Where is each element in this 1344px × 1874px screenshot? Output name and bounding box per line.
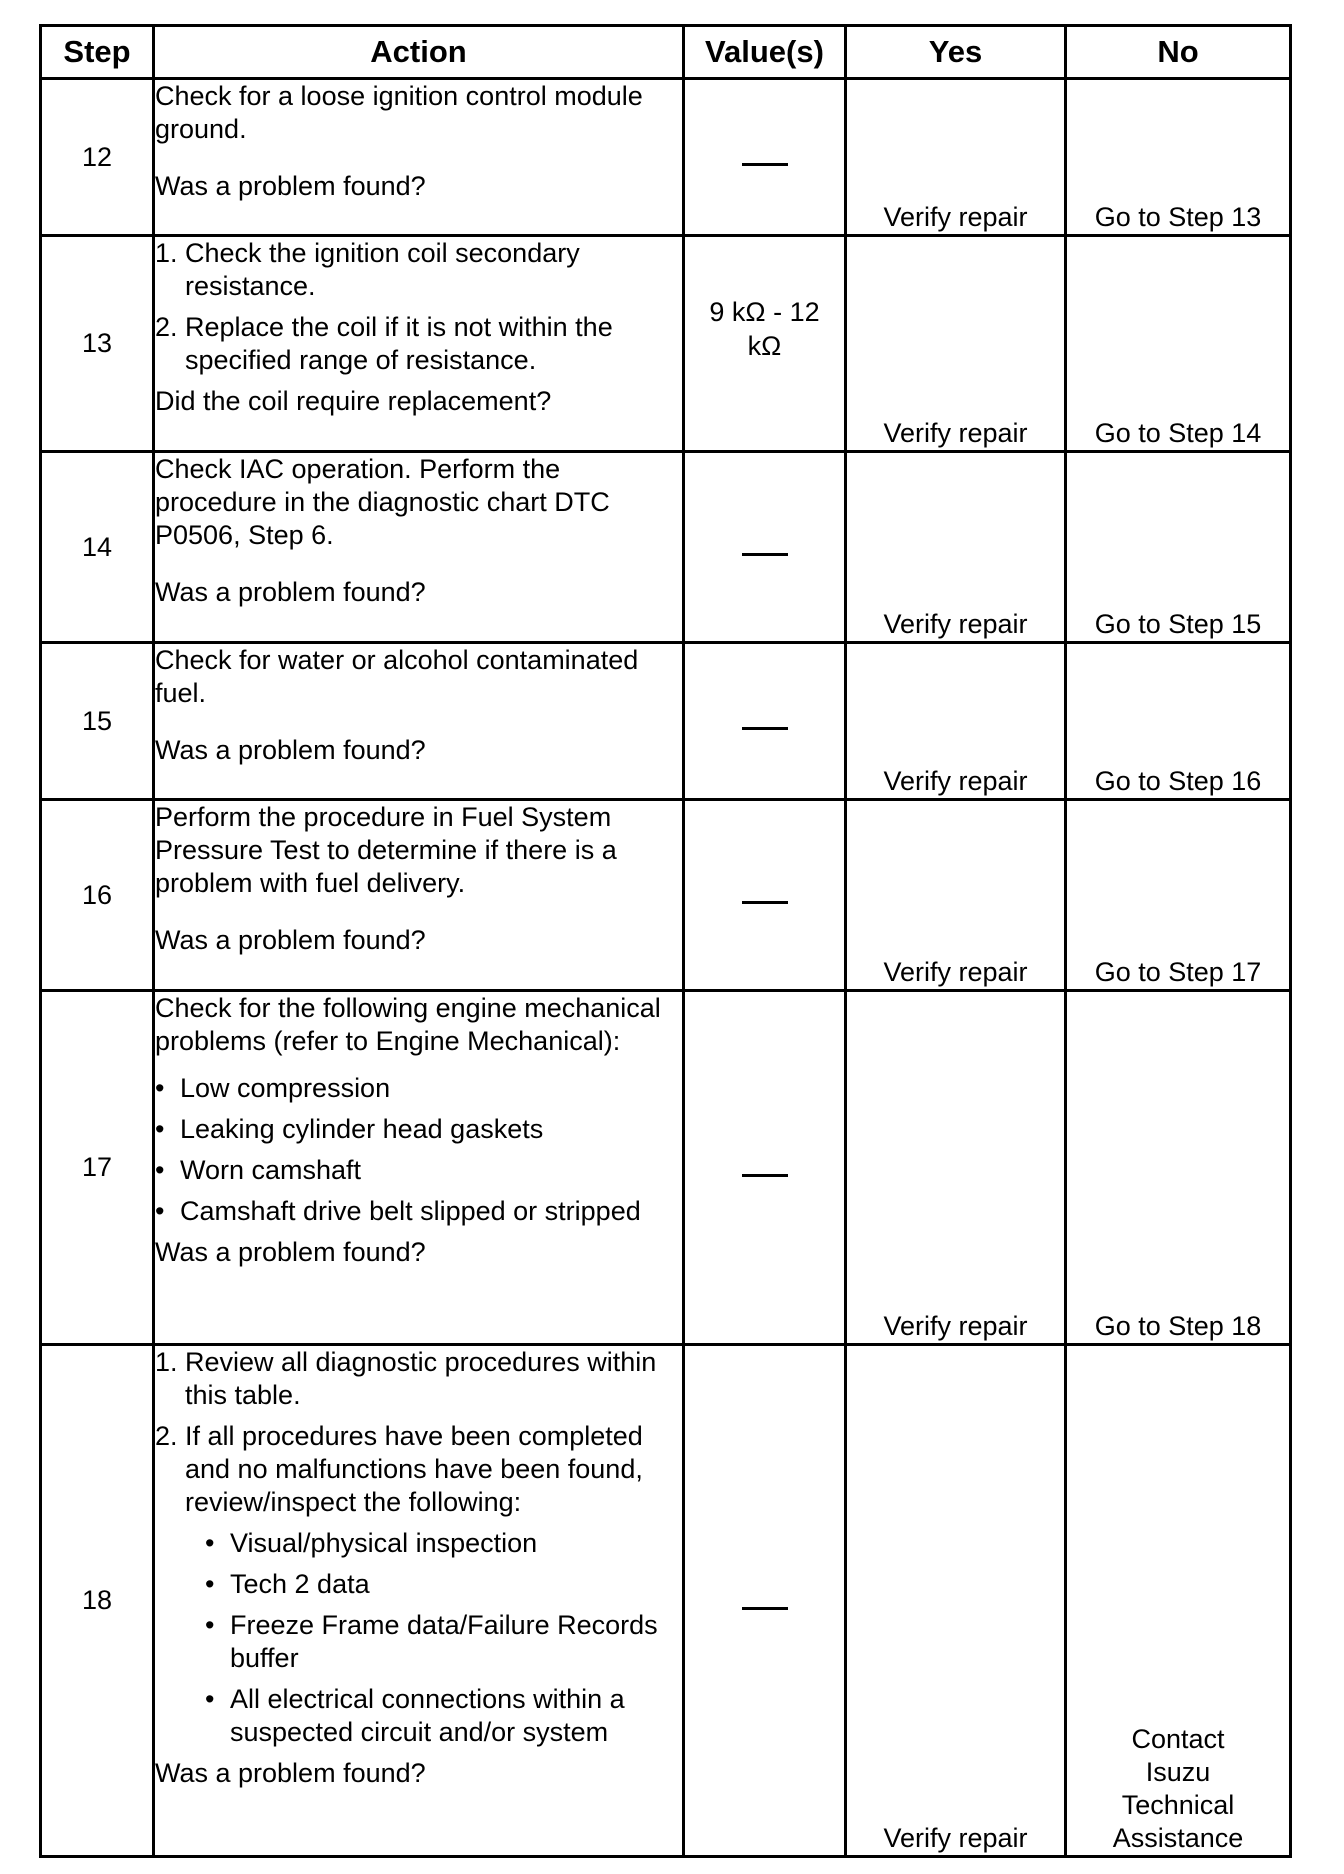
step-number: 18 bbox=[41, 1345, 154, 1857]
action-question: Was a problem found? bbox=[155, 171, 426, 201]
bullet-item: • Camshaft drive belt slipped or stripped bbox=[155, 1196, 641, 1226]
numbered-item-text: Review all diagnostic procedures within this table. bbox=[185, 1347, 657, 1410]
no-cell: Go to Step 15 bbox=[1066, 452, 1291, 643]
no-value-dash bbox=[742, 163, 788, 166]
no-cell: Go to Step 16 bbox=[1066, 643, 1291, 800]
no-cell: Go to Step 17 bbox=[1066, 800, 1291, 991]
table-row bbox=[41, 643, 1291, 800]
value-cell bbox=[684, 1345, 846, 1857]
value-cell bbox=[684, 800, 846, 991]
sub-bullet-item: • Visual/physical inspection bbox=[205, 1528, 538, 1558]
bullet-item-text: Leaking cylinder head gaskets bbox=[180, 1114, 544, 1144]
action-question: Was a problem found? bbox=[155, 1237, 426, 1267]
yes-cell: Verify repair bbox=[846, 800, 1066, 991]
sub-bullet-text: Tech 2 data bbox=[230, 1569, 370, 1599]
table-row bbox=[41, 991, 1291, 1345]
value-cell bbox=[684, 643, 846, 800]
yes-cell: Verify repair bbox=[846, 236, 1066, 452]
action-question: Did the coil require replacement? bbox=[155, 386, 552, 416]
action-cell bbox=[154, 79, 684, 236]
header-values: Value(s) bbox=[684, 26, 846, 79]
table-row bbox=[41, 452, 1291, 643]
bullet-item-text: Low compression bbox=[180, 1073, 391, 1103]
no-cell: Go to Step 14 bbox=[1066, 236, 1291, 452]
yes-cell: Verify repair bbox=[846, 452, 1066, 643]
action-cell bbox=[154, 991, 684, 1345]
table-row bbox=[41, 1345, 1291, 1857]
step-number: 14 bbox=[41, 452, 154, 643]
value-cell bbox=[684, 79, 846, 236]
action-text: Check for the following engine mechanical problems (refer to Engine Mechanical): bbox=[155, 993, 661, 1056]
header-step: Step bbox=[41, 26, 154, 79]
value-cell: 9 kΩ - 12 kΩ bbox=[684, 236, 846, 452]
numbered-item: 1. Check the ignition coil secondary resistance. bbox=[155, 237, 682, 303]
table-row bbox=[41, 236, 1291, 452]
action-text: Check for a loose ignition control module ground. bbox=[155, 81, 643, 144]
numbered-item: 2. If all procedures have been completed and no malfunctions have been found, review/inspect the following: bbox=[155, 1420, 682, 1519]
no-value-dash bbox=[742, 901, 788, 904]
bullet-item: • Low compression bbox=[155, 1073, 391, 1103]
step-number: 15 bbox=[41, 643, 154, 800]
action-question: Was a problem found? bbox=[155, 1758, 426, 1788]
header-action: Action bbox=[154, 26, 684, 79]
action-cell bbox=[154, 452, 684, 643]
table-row bbox=[41, 800, 1291, 991]
action-text: Check for water or alcohol contaminated fuel. bbox=[155, 645, 639, 708]
yes-cell: Verify repair bbox=[846, 79, 1066, 236]
no-cell: Go to Step 18 bbox=[1066, 991, 1291, 1345]
no-cell: Contact Isuzu Technical Assistance bbox=[1066, 1345, 1291, 1857]
bullet-item-text: Camshaft drive belt slipped or stripped bbox=[180, 1196, 641, 1226]
numbered-item-text: If all procedures have been completed and no malfunctions have been found, review/inspect the following: bbox=[185, 1421, 643, 1517]
value-cell bbox=[684, 452, 846, 643]
header-no: No bbox=[1066, 26, 1291, 79]
action-text: Perform the procedure in Fuel System Pressure Test to determine if there is a problem with fuel delivery. bbox=[155, 802, 617, 898]
bullet-item: • Worn camshaft bbox=[155, 1155, 362, 1185]
no-value-dash bbox=[742, 727, 788, 730]
action-cell bbox=[154, 800, 684, 991]
numbered-item: 2. Replace the coil if it is not within the specified range of resistance. bbox=[155, 311, 682, 377]
yes-cell: Verify repair bbox=[846, 991, 1066, 1345]
table-row bbox=[41, 79, 1291, 236]
yes-cell: Verify repair bbox=[846, 1345, 1066, 1857]
sub-bullet-item: • Freeze Frame data/Failure Records buffer bbox=[155, 1609, 682, 1675]
action-text: Check IAC operation. Perform the procedure in the diagnostic chart DTC P0506, Step 6. bbox=[155, 454, 610, 550]
header-row bbox=[41, 26, 1291, 79]
action-cell bbox=[154, 643, 684, 800]
value-cell bbox=[684, 991, 846, 1345]
sub-bullet-text: Visual/physical inspection bbox=[230, 1528, 538, 1558]
action-question: Was a problem found? bbox=[155, 925, 426, 955]
sub-bullet-text: Freeze Frame data/Failure Records buffer bbox=[230, 1610, 658, 1673]
numbered-item-text: Check the ignition coil secondary resistance. bbox=[185, 238, 580, 301]
diagnostic-table bbox=[39, 24, 1292, 1858]
step-number: 16 bbox=[41, 800, 154, 991]
sub-bullet-text: All electrical connections within a suspected circuit and/or system bbox=[230, 1684, 625, 1747]
numbered-item: 1. Review all diagnostic procedures within this table. bbox=[155, 1346, 682, 1412]
step-number: 13 bbox=[41, 236, 154, 452]
bullet-item: • Leaking cylinder head gaskets bbox=[155, 1114, 544, 1144]
no-value-dash bbox=[742, 1607, 788, 1610]
yes-cell: Verify repair bbox=[846, 643, 1066, 800]
no-value-dash bbox=[742, 1174, 788, 1177]
step-number: 12 bbox=[41, 79, 154, 236]
sub-bullet-item: • Tech 2 data bbox=[205, 1569, 370, 1599]
action-question: Was a problem found? bbox=[155, 735, 426, 765]
no-cell: Go to Step 13 bbox=[1066, 79, 1291, 236]
step-number: 17 bbox=[41, 991, 154, 1345]
bullet-item-text: Worn camshaft bbox=[180, 1155, 362, 1185]
sub-bullet-item: • All electrical connections within a suspected circuit and/or system bbox=[155, 1683, 682, 1749]
action-cell bbox=[154, 1345, 684, 1857]
numbered-item-text: Replace the coil if it is not within the specified range of resistance. bbox=[185, 312, 613, 375]
action-question: Was a problem found? bbox=[155, 577, 426, 607]
action-cell bbox=[154, 236, 684, 452]
header-yes: Yes bbox=[846, 26, 1066, 79]
no-value-dash bbox=[742, 553, 788, 556]
